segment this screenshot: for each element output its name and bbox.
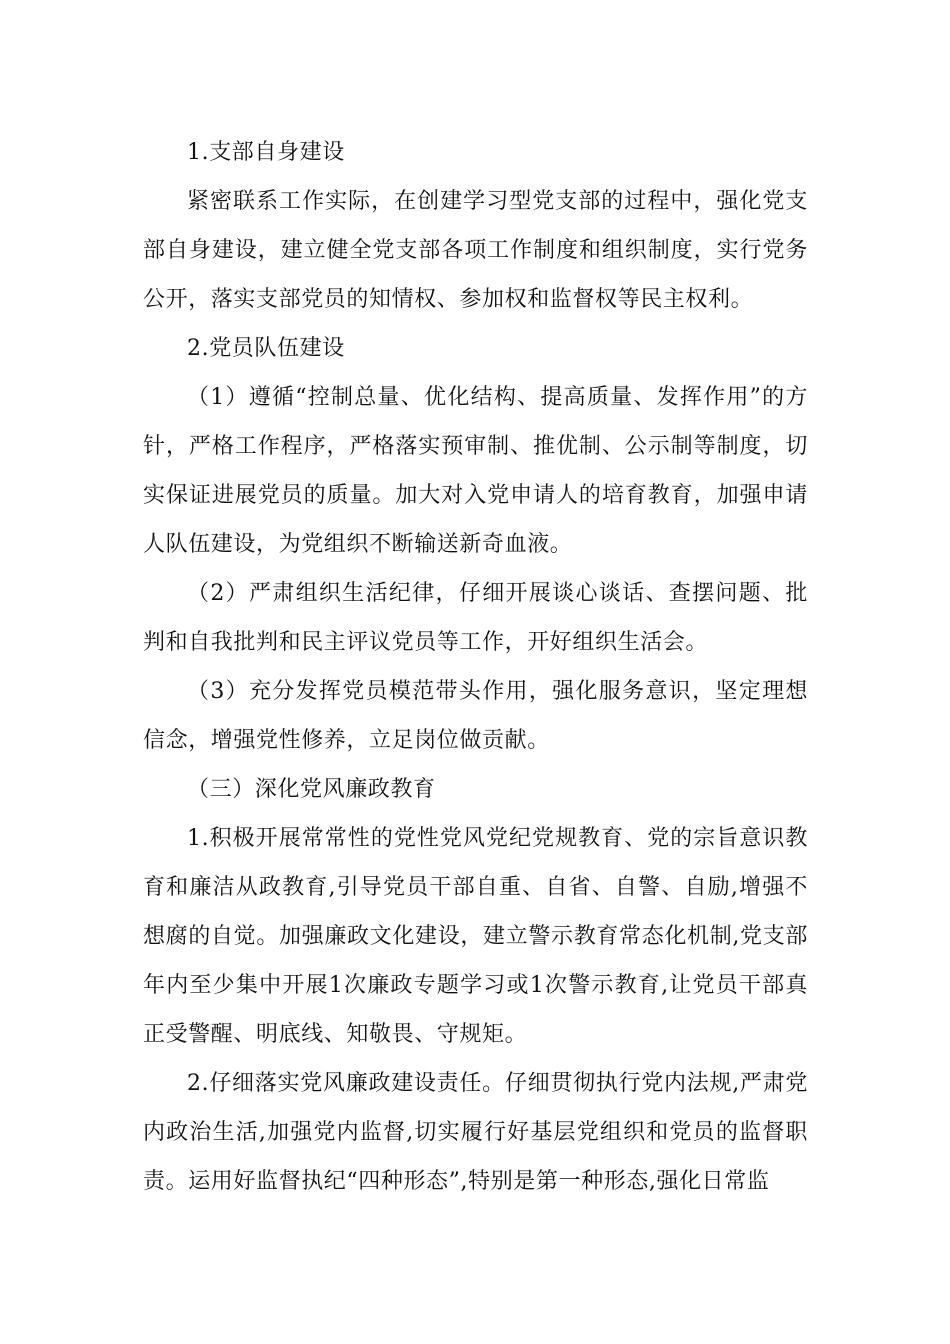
paragraph-member-team-3: （3）充分发挥党员模范带头作用，强化服务意识，坚定理想信念，增强党性修养，立足岗位做贡献。 xyxy=(143,679,808,753)
paragraph-member-team-1: （1）遵循“控制总量、优化结构、提高质量、发挥作用”的方针，严格工作程序，严格落实预审制、推优制、公示制等制度，切实保证进展党员的质量。加大对入党申请人的培育教育，加强申请人队伍建设，为党组织不断输送新奇血液。 xyxy=(143,385,808,557)
paragraph-member-team-2: （2）严肃组织生活纪律，仔细开展谈心谈话、查摆问题、批判和自我批判和民主评议党员等工作，开好组织生活会。 xyxy=(143,581,808,655)
heading-integrity-education: （三）深化党风廉政教育 xyxy=(187,777,436,802)
document-body xyxy=(143,128,808,1206)
paragraph-integrity-1: 1.积极开展常常性的党性党风党纪党规教育、党的宗旨意识教育和廉洁从政教育,引导党员干部自重、自省、自警、自励,增强不想腐的自觉。加强廉政文化建设，建立警示教育常态化机制,党支部年内至少集中开展1次廉政专题学习或1次警示教育,让党员干部真正受警醒、明底线、知敬畏、守规矩。 xyxy=(143,826,808,1047)
heading-member-team: 2.党员队伍建设 xyxy=(187,336,345,361)
paragraph-integrity-2: 2.仔细落实党风廉政建设责任。仔细贯彻执行党内法规,严肃党内政治生活,加强党内监督,切实履行好基层党组织和党员的监督职责。运用好监督执纪“四种形态”,特别是第一种形态,强化日常监 xyxy=(143,1071,808,1194)
heading-branch-building: 1.支部自身建设 xyxy=(187,140,345,165)
paragraph-branch-building: 紧密联系工作实际，在创建学习型党支部的过程中，强化党支部自身建设，建立健全党支部各项工作制度和组织制度，实行党务公开，落实支部党员的知情权、参加权和监督权等民主权利。 xyxy=(143,189,808,312)
